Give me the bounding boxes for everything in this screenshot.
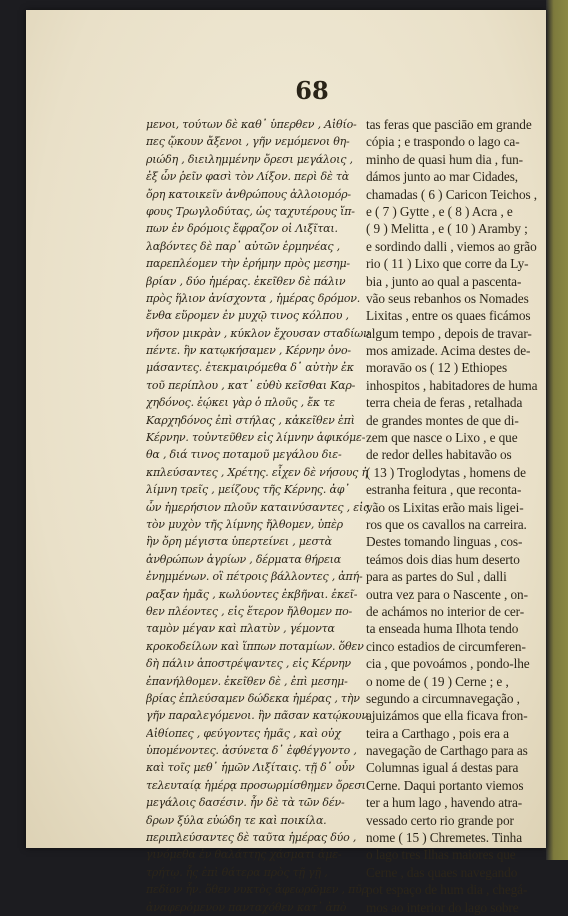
portuguese-text-line: algum tempo , depois de travar- [366, 325, 532, 341]
portuguese-text-line: vão seus rebanhos os Nomades [366, 290, 529, 306]
portuguese-text-line: mos ao interior do lago sobre [366, 899, 519, 915]
greek-text-line: κπλεύσαντες , Χρέτης. εἶχεν δὲ νήσους ἡ [146, 465, 368, 479]
portuguese-text-line: e sordindo dalli , viemos ao grão [366, 238, 537, 254]
portuguese-text-line: Cerne. Daqui portanto viemos [366, 777, 524, 793]
portuguese-text-line: pot espaço de hum dia , chegá- [366, 882, 528, 898]
portuguese-text-line: terra cheia de feras , retalhada [366, 395, 523, 411]
portuguese-text-line: segundo a circumnavegação , [366, 690, 520, 706]
portuguese-text-line: nome ( 15 ) Chremetes. Tinha [366, 830, 523, 846]
portuguese-text-line: Destes tomando linguas , cos- [366, 534, 523, 550]
portuguese-text-line: ros que os cavallos na carreira. [366, 516, 527, 532]
greek-text-column [146, 116, 378, 916]
portuguese-text-line: bia , junto ao qual a pascenta- [366, 273, 522, 289]
greek-text-line: ἀναφερόμενον πανταχόθεν κατ᾽ ἀπὸ [146, 900, 347, 914]
portuguese-text-line: cópia ; e traspondo o lago ca- [366, 134, 520, 150]
greek-text-line: ἐξ ὧν ῥεῖν φασὶ τὸν Λίξον. περὶ δὲ τὰ [146, 170, 349, 184]
greek-text-line: μεγάλοις δασέσιν. ἦν δὲ τὰ τῶν δέν- [146, 796, 345, 810]
portuguese-text-line: chamadas ( 6 ) Caricon Teichos , [366, 186, 538, 202]
greek-text-line: ἐπανήλθομεν. ἐκεῖθεν δὲ , ἐπὶ μεσημ- [146, 674, 348, 688]
book-page [26, 10, 546, 915]
portuguese-text-line: minho de quasi hum dia , fun- [366, 151, 524, 167]
greek-text-line: θεν πλέοντες , εἰς ἕτερον ἤλθομεν πο- [146, 604, 353, 618]
greek-text-line: βρίαν , δύο ἡμέρας. ἐκεῖθεν δὲ πάλιν [146, 274, 346, 288]
portuguese-text-line: de grandes montes de que di- [366, 412, 519, 428]
greek-text-line: κροκοδείλων καὶ ἵππων ποταμίων. ὅθεν [146, 639, 364, 653]
greek-text-line: τελευταίᾳ ἡμέρᾳ προσωρμίσθημεν ὄρεσι [146, 778, 366, 792]
portuguese-text-line: dámos junto ao mar Cidades, [366, 169, 519, 185]
greek-text-line: ἔνθα εὕρομεν ἐν μυχῷ τινος κόλπου , [146, 309, 349, 323]
portuguese-text-line: moravāo os ( 12 ) Ethiopes [366, 360, 508, 376]
portuguese-text-line: de achámos no interior de cer- [366, 603, 525, 619]
greek-text-line: λαβόντες δὲ παρ᾽ αὐτῶν ἑρμηνέας , [146, 239, 340, 253]
greek-text-line: ἀνθρώπων ἀγρίων , δέρματα θήρεια [146, 552, 341, 566]
portuguese-text-line: Columnas igual á destas para [366, 760, 519, 776]
greek-text-line: ὑπομένοντες. ἀσύνετα δ᾽ ἐφθέγγοντο , [146, 744, 357, 758]
portuguese-text-line: outra vez para o Nascente , on- [366, 586, 528, 602]
portuguese-text-line: ( 13 ) Troglodytas , homens de [366, 464, 526, 480]
portuguese-text-line: Cerne , das quaes navegando [366, 864, 518, 880]
greek-text-line: θα , διά τινος ποταμοῦ μεγάλου διε- [146, 448, 342, 462]
greek-text-line: περιπλεύσαντες δὲ ταῦτα ἡμέρας δύο , [146, 831, 357, 845]
greek-text-line: φους Τρωγλοδύτας, ὡς ταχυτέρους ἵπ- [146, 204, 355, 218]
greek-text-line: δὴ πάλιν ἀποστρέψαντες , εἰς Κέρνην [146, 657, 351, 671]
greek-text-line: γῆν παραλεγόμενοι. ἣν πᾶσαν κατῴκουν [146, 709, 368, 723]
greek-text-line: μενοι, τούτων δὲ καθ᾽ ὑπερθεν , Αἰθίο- [146, 118, 357, 131]
greek-text-line: γινόμεθα ἐν θαλάττης χάσματι ἀμε- [146, 848, 342, 862]
greek-text-line: πες ᾤκουν ἄξενοι , γῆν νεμόμενοι θη- [146, 135, 350, 149]
greek-text-line: τοῦ περίπλου , κατ᾽ εὐθὺ κεῖσθαι Καρ- [146, 378, 356, 392]
portuguese-text-column [366, 116, 551, 916]
greek-text-line: πεδίον ἦν. ὅθεν νυκτὸς ἀφεωρῶμεν , πῦρ [146, 883, 368, 897]
portuguese-text-line: rio ( 11 ) Lixo que corre da Ly- [366, 256, 529, 272]
greek-text-line: ριώδη , διειλημμένην ὄρεσι μεγάλοις , [146, 152, 353, 166]
greek-text-line: Καρχηδόνος ἐπὶ στήλας , κἀκεῖθεν ἐπὶ [146, 413, 355, 427]
greek-text-line: καὶ τοῖς μεθ᾽ ἡμῶν Λιξίταις. τῇ δ᾽ οὖν [146, 761, 355, 775]
portuguese-text-line: para as partes do Sul , dalli [366, 569, 507, 585]
portuguese-text-line: inhospitos , habitadores de huma [366, 377, 538, 393]
portuguese-text-line: vão os Lixitas erão mais ligei- [366, 499, 524, 515]
greek-text-line: νῆσον μικρὰν , κύκλον ἔχουσαν σταδίων [146, 326, 370, 340]
greek-text-line: ταμὸν μέγαν καὶ πλατὺν , γέμοντα [146, 622, 335, 636]
portuguese-text-line: o nome de ( 19 ) Cerne ; e , [366, 673, 509, 689]
portuguese-text-line: tas feras que pasciāo em grande [366, 117, 532, 132]
greek-text-line: ὧν ἡμερήσιον πλοῦν καταινύσαντες , εἰς [146, 500, 370, 514]
portuguese-text-line: e ( 7 ) Gytte , e ( 8 ) Acra , e [366, 203, 513, 219]
page-number: 68 [295, 76, 329, 105]
portuguese-text-line: teira a Carthago , pois era a [366, 725, 509, 741]
greek-text-line: ἐνημμένων. οἳ πέτροις βάλλοντες , ἀπή- [146, 570, 363, 584]
greek-text-line: λίμνη τρεῖς , μείζους τῆς Κέρνης. ἀφ᾽ [146, 483, 350, 497]
portuguese-text-line: o lago tres Ilhas maiores que [366, 847, 516, 863]
greek-text-line: βρίας ἐπλεύσαμεν δώδεκα ἡμέρας , τὴν [146, 691, 360, 705]
greek-text-line: παρεπλέομεν τὴν ἐρήμην πρὸς μεσημ- [146, 257, 350, 271]
greek-text-line: ἣν ὄρη μέγιστα ὑπερτείνει , μεστὰ [146, 535, 332, 549]
greek-text-line: μάσαντες. ἐτεκμαιρόμεθα δ᾽ αὐτὴν ἐκ [146, 361, 354, 375]
greek-text-line: τὸν μυχὸν τῆς λίμνης ἤλθομεν, ὑπὲρ [146, 517, 343, 531]
portuguese-text-line: navegação de Carthago para as [366, 743, 528, 759]
portuguese-text-line: ta enseada huma Ilhota tendo [366, 621, 519, 637]
greek-text-line: Αἰθίοπες , φεύγοντες ἡμᾶς , καὶ οὐχ [146, 726, 341, 740]
portuguese-text-line: teámos dois dias hum deserto [366, 551, 520, 567]
portuguese-text-line: cinco estadios de circumferen- [366, 638, 526, 654]
portuguese-text-line: estranha feitura , que reconta- [366, 482, 522, 498]
portuguese-text-line: zem que nasce o Lixo , e que [366, 430, 518, 446]
greek-text-line: ραξαν ἡμᾶς , κωλύοντες ἐκβῆναι. ἐκεῖ- [146, 587, 358, 601]
greek-text-line: πρὸς ἥλιον ἀνίσχοντα , ἡμέρας δρόμον. [146, 291, 361, 305]
portuguese-text-line: ter a hum lago , havendo atra- [366, 795, 523, 811]
portuguese-text-line: mos amizade. Acima destes de- [366, 343, 531, 359]
greek-text-line: Κέρνην. τοὐντεῦθεν εἰς λίμνην ἀφικόμε- [146, 431, 366, 445]
greek-text-line: πων ἐν δρόμοις ἔφραζον οἱ Λιξῖται. [146, 222, 338, 236]
portuguese-text-line: de redor delles habitavão os [366, 447, 512, 463]
greek-text-line: χηδόνος. ἐῴκει γὰρ ὁ πλοῦς , ἔκ τε [146, 396, 335, 410]
portuguese-text-line: ( 9 ) Melitta , e ( 10 ) Aramby ; [366, 221, 528, 237]
greek-text-line: δρων ξύλα εὐώδη τε καὶ ποικίλα. [146, 813, 327, 827]
portuguese-text-line: ajuizámos que ella ficava fron- [366, 708, 528, 724]
greek-text-line: ὄρη κατοικεῖν ἀνθρώπους ἀλλοιομόρ- [146, 187, 351, 201]
portuguese-text-line: cia , que povoámos , pondo-lhe [366, 656, 530, 672]
greek-text-line: πέντε. ἣν κατῳκήσαμεν , Κέρνην ὀνο- [146, 344, 351, 358]
portuguese-text-line: Lixitas , entre os quaes ficámos [366, 308, 531, 324]
portuguese-text-line: vessado certo rio grande por [366, 812, 514, 828]
greek-text-line: τρήτῳ. ἧς ἐπὶ θάτερα πρὸς τῇ γῇ , [146, 865, 328, 879]
